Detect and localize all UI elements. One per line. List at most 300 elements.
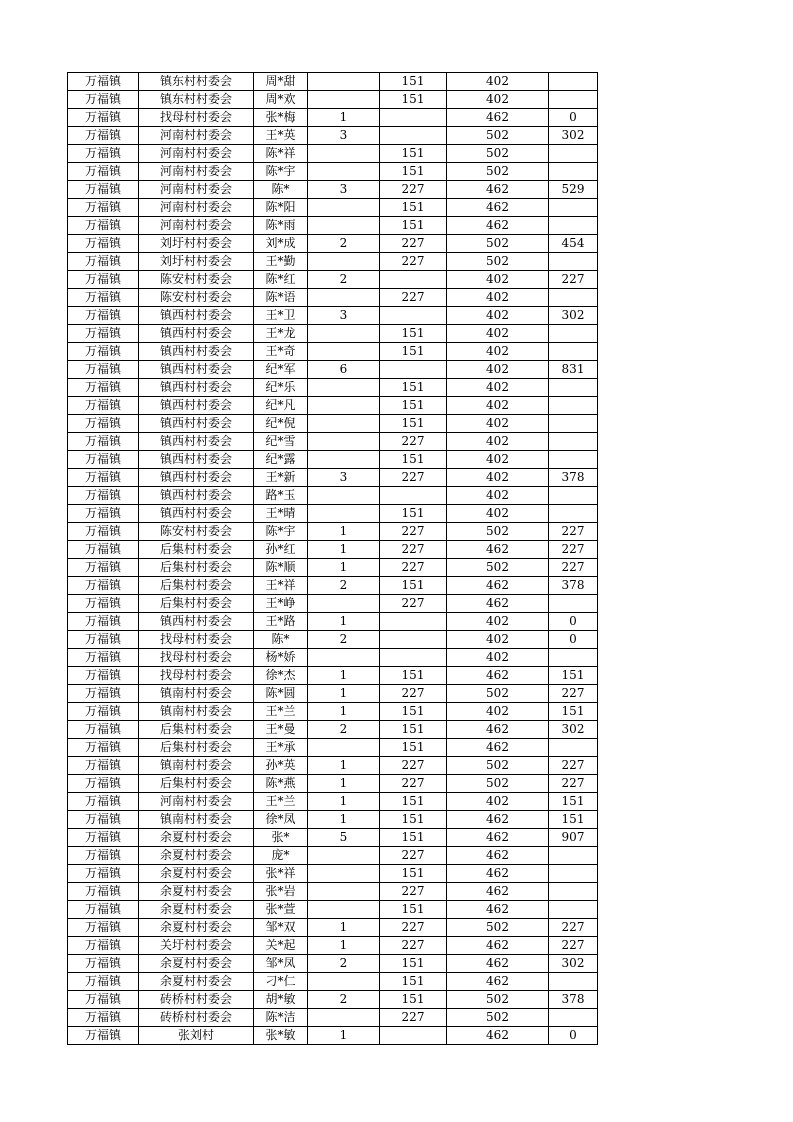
amount-b-cell: 462 bbox=[447, 883, 549, 901]
count-cell: 1 bbox=[308, 667, 380, 685]
total-cell: 227 bbox=[549, 541, 598, 559]
total-cell bbox=[549, 505, 598, 523]
total-cell: 378 bbox=[549, 577, 598, 595]
count-cell: 5 bbox=[308, 829, 380, 847]
amount-b-cell: 462 bbox=[447, 721, 549, 739]
name-cell: 陈*洁 bbox=[254, 1009, 308, 1027]
table-row bbox=[68, 73, 598, 91]
town-cell: 万福镇 bbox=[68, 451, 139, 469]
amount-b-cell: 502 bbox=[447, 757, 549, 775]
town-cell: 万福镇 bbox=[68, 577, 139, 595]
table-row bbox=[68, 685, 598, 703]
town-cell: 万福镇 bbox=[68, 1027, 139, 1045]
amount-a-cell bbox=[380, 487, 447, 505]
name-cell: 刘*成 bbox=[254, 235, 308, 253]
table-row bbox=[68, 865, 598, 883]
total-cell: 0 bbox=[549, 1027, 598, 1045]
town-cell: 万福镇 bbox=[68, 199, 139, 217]
table-row bbox=[68, 217, 598, 235]
amount-b-cell: 502 bbox=[447, 559, 549, 577]
town-cell: 万福镇 bbox=[68, 271, 139, 289]
table-row bbox=[68, 883, 598, 901]
total-cell bbox=[549, 73, 598, 91]
count-cell: 1 bbox=[308, 811, 380, 829]
village-cell: 陈安村村委会 bbox=[139, 271, 254, 289]
table-row bbox=[68, 181, 598, 199]
total-cell bbox=[549, 415, 598, 433]
name-cell: 王*卫 bbox=[254, 307, 308, 325]
name-cell: 王*兰 bbox=[254, 703, 308, 721]
count-cell: 1 bbox=[308, 793, 380, 811]
amount-a-cell: 227 bbox=[380, 469, 447, 487]
town-cell: 万福镇 bbox=[68, 973, 139, 991]
village-cell: 关圩村村委会 bbox=[139, 937, 254, 955]
amount-b-cell: 502 bbox=[447, 127, 549, 145]
amount-b-cell: 402 bbox=[447, 379, 549, 397]
village-cell: 镇南村村委会 bbox=[139, 757, 254, 775]
count-cell bbox=[308, 217, 380, 235]
name-cell: 陈*顺 bbox=[254, 559, 308, 577]
table-row bbox=[68, 649, 598, 667]
name-cell: 陈*雨 bbox=[254, 217, 308, 235]
town-cell: 万福镇 bbox=[68, 523, 139, 541]
town-cell: 万福镇 bbox=[68, 433, 139, 451]
amount-a-cell: 151 bbox=[380, 163, 447, 181]
amount-a-cell: 151 bbox=[380, 73, 447, 91]
name-cell: 张*敏 bbox=[254, 1027, 308, 1045]
village-cell: 镇东村村委会 bbox=[139, 73, 254, 91]
name-cell: 胡*敏 bbox=[254, 991, 308, 1009]
name-cell: 王*新 bbox=[254, 469, 308, 487]
village-cell: 陈安村村委会 bbox=[139, 523, 254, 541]
total-cell bbox=[549, 433, 598, 451]
amount-b-cell: 402 bbox=[447, 343, 549, 361]
amount-b-cell: 462 bbox=[447, 739, 549, 757]
total-cell: 454 bbox=[549, 235, 598, 253]
data-table bbox=[67, 72, 598, 1045]
town-cell: 万福镇 bbox=[68, 739, 139, 757]
town-cell: 万福镇 bbox=[68, 325, 139, 343]
total-cell: 907 bbox=[549, 829, 598, 847]
town-cell: 万福镇 bbox=[68, 307, 139, 325]
amount-b-cell: 402 bbox=[447, 703, 549, 721]
name-cell: 杨*娇 bbox=[254, 649, 308, 667]
town-cell: 万福镇 bbox=[68, 685, 139, 703]
name-cell: 徐*杰 bbox=[254, 667, 308, 685]
name-cell: 纪*乐 bbox=[254, 379, 308, 397]
count-cell bbox=[308, 1009, 380, 1027]
village-cell: 余夏村村委会 bbox=[139, 955, 254, 973]
amount-a-cell: 227 bbox=[380, 253, 447, 271]
count-cell: 2 bbox=[308, 721, 380, 739]
village-cell: 余夏村村委会 bbox=[139, 901, 254, 919]
village-cell: 砖桥村村委会 bbox=[139, 991, 254, 1009]
count-cell: 1 bbox=[308, 757, 380, 775]
count-cell: 2 bbox=[308, 955, 380, 973]
table-row bbox=[68, 235, 598, 253]
amount-b-cell: 402 bbox=[447, 433, 549, 451]
name-cell: 陈*宇 bbox=[254, 163, 308, 181]
amount-a-cell: 227 bbox=[380, 559, 447, 577]
count-cell bbox=[308, 289, 380, 307]
amount-b-cell: 402 bbox=[447, 469, 549, 487]
total-cell bbox=[549, 901, 598, 919]
name-cell: 陈*语 bbox=[254, 289, 308, 307]
table-row bbox=[68, 811, 598, 829]
village-cell: 张刘村 bbox=[139, 1027, 254, 1045]
total-cell: 378 bbox=[549, 991, 598, 1009]
name-cell: 陈*燕 bbox=[254, 775, 308, 793]
name-cell: 陈*圆 bbox=[254, 685, 308, 703]
amount-a-cell: 227 bbox=[380, 937, 447, 955]
town-cell: 万福镇 bbox=[68, 631, 139, 649]
amount-a-cell: 227 bbox=[380, 181, 447, 199]
table-row bbox=[68, 289, 598, 307]
amount-b-cell: 462 bbox=[447, 937, 549, 955]
village-cell: 找母村村委会 bbox=[139, 109, 254, 127]
amount-b-cell: 402 bbox=[447, 487, 549, 505]
amount-a-cell: 151 bbox=[380, 91, 447, 109]
table-row bbox=[68, 325, 598, 343]
table-row bbox=[68, 307, 598, 325]
village-cell: 陈安村村委会 bbox=[139, 289, 254, 307]
amount-a-cell bbox=[380, 109, 447, 127]
amount-a-cell bbox=[380, 631, 447, 649]
village-cell: 后集村村委会 bbox=[139, 721, 254, 739]
name-cell: 纪*军 bbox=[254, 361, 308, 379]
total-cell: 302 bbox=[549, 127, 598, 145]
name-cell: 王*龙 bbox=[254, 325, 308, 343]
total-cell bbox=[549, 883, 598, 901]
village-cell: 河南村村委会 bbox=[139, 127, 254, 145]
town-cell: 万福镇 bbox=[68, 703, 139, 721]
name-cell: 纪*凡 bbox=[254, 397, 308, 415]
village-cell: 河南村村委会 bbox=[139, 145, 254, 163]
village-cell: 镇西村村委会 bbox=[139, 325, 254, 343]
town-cell: 万福镇 bbox=[68, 811, 139, 829]
amount-b-cell: 502 bbox=[447, 145, 549, 163]
table-row bbox=[68, 667, 598, 685]
amount-b-cell: 502 bbox=[447, 775, 549, 793]
table-row bbox=[68, 91, 598, 109]
village-cell: 镇西村村委会 bbox=[139, 469, 254, 487]
amount-a-cell: 227 bbox=[380, 1009, 447, 1027]
amount-a-cell: 151 bbox=[380, 379, 447, 397]
name-cell: 陈*宇 bbox=[254, 523, 308, 541]
village-cell: 刘圩村村委会 bbox=[139, 253, 254, 271]
count-cell bbox=[308, 199, 380, 217]
village-cell: 后集村村委会 bbox=[139, 577, 254, 595]
amount-b-cell: 402 bbox=[447, 397, 549, 415]
village-cell: 砖桥村村委会 bbox=[139, 1009, 254, 1027]
village-cell: 后集村村委会 bbox=[139, 595, 254, 613]
table-row bbox=[68, 955, 598, 973]
count-cell: 3 bbox=[308, 181, 380, 199]
count-cell bbox=[308, 397, 380, 415]
amount-a-cell: 151 bbox=[380, 325, 447, 343]
table-row bbox=[68, 559, 598, 577]
count-cell bbox=[308, 973, 380, 991]
amount-a-cell: 151 bbox=[380, 415, 447, 433]
total-cell bbox=[549, 1009, 598, 1027]
town-cell: 万福镇 bbox=[68, 379, 139, 397]
amount-a-cell: 227 bbox=[380, 235, 447, 253]
village-cell: 余夏村村委会 bbox=[139, 829, 254, 847]
town-cell: 万福镇 bbox=[68, 865, 139, 883]
amount-b-cell: 462 bbox=[447, 811, 549, 829]
town-cell: 万福镇 bbox=[68, 937, 139, 955]
table-row bbox=[68, 451, 598, 469]
total-cell bbox=[549, 217, 598, 235]
town-cell: 万福镇 bbox=[68, 595, 139, 613]
amount-a-cell: 227 bbox=[380, 289, 447, 307]
count-cell bbox=[308, 865, 380, 883]
name-cell: 关*起 bbox=[254, 937, 308, 955]
amount-a-cell: 151 bbox=[380, 451, 447, 469]
total-cell: 227 bbox=[549, 757, 598, 775]
total-cell bbox=[549, 145, 598, 163]
name-cell: 王*勤 bbox=[254, 253, 308, 271]
village-cell: 河南村村委会 bbox=[139, 217, 254, 235]
count-cell: 1 bbox=[308, 109, 380, 127]
amount-b-cell: 462 bbox=[447, 109, 549, 127]
count-cell: 2 bbox=[308, 235, 380, 253]
town-cell: 万福镇 bbox=[68, 775, 139, 793]
amount-b-cell: 462 bbox=[447, 847, 549, 865]
table-row bbox=[68, 145, 598, 163]
amount-b-cell: 402 bbox=[447, 451, 549, 469]
amount-a-cell: 151 bbox=[380, 829, 447, 847]
village-cell: 镇西村村委会 bbox=[139, 487, 254, 505]
count-cell: 1 bbox=[308, 685, 380, 703]
name-cell: 王*承 bbox=[254, 739, 308, 757]
amount-a-cell bbox=[380, 127, 447, 145]
amount-b-cell: 462 bbox=[447, 955, 549, 973]
name-cell: 周*甜 bbox=[254, 73, 308, 91]
table-row bbox=[68, 775, 598, 793]
village-cell: 镇南村村委会 bbox=[139, 703, 254, 721]
name-cell: 周*欢 bbox=[254, 91, 308, 109]
amount-a-cell: 151 bbox=[380, 505, 447, 523]
amount-a-cell: 151 bbox=[380, 865, 447, 883]
amount-b-cell: 462 bbox=[447, 973, 549, 991]
amount-a-cell: 151 bbox=[380, 703, 447, 721]
table-row bbox=[68, 595, 598, 613]
amount-b-cell: 462 bbox=[447, 595, 549, 613]
amount-b-cell: 462 bbox=[447, 217, 549, 235]
table-row bbox=[68, 361, 598, 379]
name-cell: 王*祥 bbox=[254, 577, 308, 595]
amount-b-cell: 462 bbox=[447, 829, 549, 847]
total-cell: 227 bbox=[549, 685, 598, 703]
total-cell: 227 bbox=[549, 775, 598, 793]
table-row bbox=[68, 829, 598, 847]
amount-a-cell: 151 bbox=[380, 343, 447, 361]
town-cell: 万福镇 bbox=[68, 1009, 139, 1027]
count-cell bbox=[308, 649, 380, 667]
count-cell: 1 bbox=[308, 1027, 380, 1045]
amount-a-cell: 151 bbox=[380, 577, 447, 595]
total-cell: 227 bbox=[549, 523, 598, 541]
count-cell bbox=[308, 883, 380, 901]
total-cell bbox=[549, 379, 598, 397]
count-cell: 2 bbox=[308, 991, 380, 1009]
town-cell: 万福镇 bbox=[68, 487, 139, 505]
total-cell bbox=[549, 865, 598, 883]
town-cell: 万福镇 bbox=[68, 145, 139, 163]
total-cell: 0 bbox=[549, 109, 598, 127]
name-cell: 路*玉 bbox=[254, 487, 308, 505]
amount-a-cell: 151 bbox=[380, 955, 447, 973]
table-row bbox=[68, 109, 598, 127]
town-cell: 万福镇 bbox=[68, 235, 139, 253]
count-cell bbox=[308, 163, 380, 181]
count-cell bbox=[308, 253, 380, 271]
amount-a-cell: 151 bbox=[380, 217, 447, 235]
table-body bbox=[68, 73, 598, 1045]
table-row bbox=[68, 901, 598, 919]
town-cell: 万福镇 bbox=[68, 73, 139, 91]
amount-b-cell: 462 bbox=[447, 577, 549, 595]
total-cell: 378 bbox=[549, 469, 598, 487]
name-cell: 张*萱 bbox=[254, 901, 308, 919]
amount-a-cell: 151 bbox=[380, 973, 447, 991]
count-cell: 2 bbox=[308, 577, 380, 595]
count-cell bbox=[308, 901, 380, 919]
name-cell: 王*曼 bbox=[254, 721, 308, 739]
name-cell: 王*路 bbox=[254, 613, 308, 631]
amount-b-cell: 462 bbox=[447, 901, 549, 919]
village-cell: 河南村村委会 bbox=[139, 163, 254, 181]
count-cell: 6 bbox=[308, 361, 380, 379]
count-cell: 1 bbox=[308, 775, 380, 793]
town-cell: 万福镇 bbox=[68, 361, 139, 379]
amount-b-cell: 502 bbox=[447, 919, 549, 937]
amount-b-cell: 402 bbox=[447, 505, 549, 523]
amount-b-cell: 462 bbox=[447, 199, 549, 217]
name-cell: 纪*雪 bbox=[254, 433, 308, 451]
count-cell bbox=[308, 91, 380, 109]
total-cell bbox=[549, 163, 598, 181]
table-row bbox=[68, 577, 598, 595]
town-cell: 万福镇 bbox=[68, 721, 139, 739]
village-cell: 余夏村村委会 bbox=[139, 883, 254, 901]
table-row bbox=[68, 703, 598, 721]
village-cell: 刘圩村村委会 bbox=[139, 235, 254, 253]
table-row bbox=[68, 127, 598, 145]
town-cell: 万福镇 bbox=[68, 883, 139, 901]
name-cell: 刁*仁 bbox=[254, 973, 308, 991]
village-cell: 找母村村委会 bbox=[139, 631, 254, 649]
amount-b-cell: 502 bbox=[447, 1009, 549, 1027]
total-cell bbox=[549, 739, 598, 757]
village-cell: 镇西村村委会 bbox=[139, 307, 254, 325]
amount-a-cell: 227 bbox=[380, 685, 447, 703]
name-cell: 王*英 bbox=[254, 127, 308, 145]
table-row bbox=[68, 523, 598, 541]
amount-b-cell: 502 bbox=[447, 685, 549, 703]
amount-b-cell: 402 bbox=[447, 325, 549, 343]
village-cell: 后集村村委会 bbox=[139, 775, 254, 793]
table-row bbox=[68, 469, 598, 487]
amount-a-cell: 227 bbox=[380, 541, 447, 559]
total-cell bbox=[549, 199, 598, 217]
amount-b-cell: 502 bbox=[447, 991, 549, 1009]
amount-b-cell: 402 bbox=[447, 73, 549, 91]
village-cell: 镇西村村委会 bbox=[139, 397, 254, 415]
amount-b-cell: 502 bbox=[447, 163, 549, 181]
amount-b-cell: 402 bbox=[447, 289, 549, 307]
name-cell: 王*奇 bbox=[254, 343, 308, 361]
count-cell bbox=[308, 379, 380, 397]
count-cell bbox=[308, 325, 380, 343]
count-cell bbox=[308, 145, 380, 163]
town-cell: 万福镇 bbox=[68, 901, 139, 919]
town-cell: 万福镇 bbox=[68, 613, 139, 631]
name-cell: 徐*凤 bbox=[254, 811, 308, 829]
amount-a-cell: 151 bbox=[380, 397, 447, 415]
town-cell: 万福镇 bbox=[68, 109, 139, 127]
count-cell: 1 bbox=[308, 541, 380, 559]
count-cell: 1 bbox=[308, 703, 380, 721]
name-cell: 陈* bbox=[254, 631, 308, 649]
total-cell bbox=[549, 649, 598, 667]
village-cell: 镇西村村委会 bbox=[139, 343, 254, 361]
amount-b-cell: 402 bbox=[447, 361, 549, 379]
amount-a-cell: 227 bbox=[380, 847, 447, 865]
count-cell bbox=[308, 415, 380, 433]
total-cell bbox=[549, 973, 598, 991]
amount-a-cell: 151 bbox=[380, 793, 447, 811]
amount-a-cell: 227 bbox=[380, 757, 447, 775]
town-cell: 万福镇 bbox=[68, 217, 139, 235]
amount-a-cell bbox=[380, 271, 447, 289]
village-cell: 镇西村村委会 bbox=[139, 415, 254, 433]
amount-b-cell: 462 bbox=[447, 541, 549, 559]
table-row bbox=[68, 163, 598, 181]
total-cell: 302 bbox=[549, 955, 598, 973]
total-cell: 151 bbox=[549, 811, 598, 829]
table-row bbox=[68, 379, 598, 397]
amount-a-cell: 151 bbox=[380, 991, 447, 1009]
amount-a-cell bbox=[380, 361, 447, 379]
total-cell bbox=[549, 595, 598, 613]
amount-b-cell: 502 bbox=[447, 253, 549, 271]
amount-b-cell: 402 bbox=[447, 631, 549, 649]
village-cell: 河南村村委会 bbox=[139, 199, 254, 217]
town-cell: 万福镇 bbox=[68, 343, 139, 361]
town-cell: 万福镇 bbox=[68, 649, 139, 667]
table-row bbox=[68, 757, 598, 775]
name-cell: 张* bbox=[254, 829, 308, 847]
count-cell: 1 bbox=[308, 613, 380, 631]
amount-a-cell: 227 bbox=[380, 883, 447, 901]
table-row bbox=[68, 505, 598, 523]
count-cell bbox=[308, 595, 380, 613]
village-cell: 后集村村委会 bbox=[139, 739, 254, 757]
total-cell bbox=[549, 397, 598, 415]
amount-b-cell: 462 bbox=[447, 1027, 549, 1045]
town-cell: 万福镇 bbox=[68, 541, 139, 559]
amount-b-cell: 462 bbox=[447, 181, 549, 199]
total-cell bbox=[549, 325, 598, 343]
table-row bbox=[68, 541, 598, 559]
name-cell: 王*晴 bbox=[254, 505, 308, 523]
table-row bbox=[68, 415, 598, 433]
table-row bbox=[68, 397, 598, 415]
table-row bbox=[68, 631, 598, 649]
count-cell bbox=[308, 451, 380, 469]
